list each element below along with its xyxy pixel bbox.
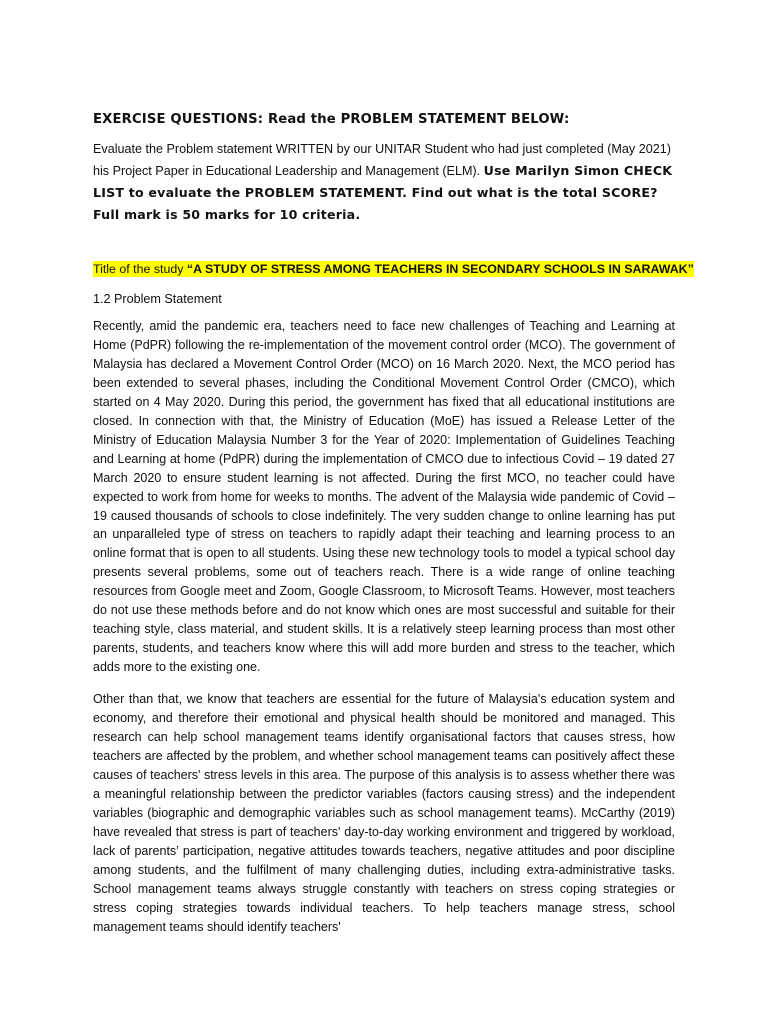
section-heading: 1.2 Problem Statement bbox=[93, 292, 222, 306]
body-paragraph-1: Recently, amid the pandemic era, teachers need to face new challenges of Teaching and Learning at Home (PdPR) following the re-implementation of the movement control order (MCO). The government of Malaysia has declared a Movement Control Order (MCO) on 16 March 2020. Next, the MCO period has been extended to several phases, including the Conditional Movement Control Order (CMCO), which started on 4 May 2020. During this period, the government has fixed that all educational institutions are closed. In connection with that, the Ministry of Education (MoE) has issued a Release Letter of the Ministry of Education Malaysia Number 3 for the Year of 2020: Implementation of Guidelines Teaching and Learning at home (PdPR) during the implementation of CMCO due to infectious Covid – 19 dated 27 March 2020 to ensure student learning is not affected. During the first MCO, no teacher could have expected to work from home for weeks to months. The advent of the Malaysia wide pandemic of Covid – 19 caused thousands of schools to close indefinitely. The very sudden change to online learning has put an unparalleled type of stress on teachers to rapidly adapt their teaching and learning process to an online format that is open to all students. Using these new technology tools to model a typical school day presents several problems, some out of teachers reach. There is a wide range of online teaching resources from Google meet and Zoom, Google Classroom, to Microsoft Teams. However, most teachers do not use these methods before and do not know which ones are most successful and suitable for their teaching style, class material, and student skills. It is a relatively steep learning process than most other parents, students, and teachers know where this will add more burden and stress to the teacher, which adds more to the existing one. bbox=[93, 319, 675, 675]
instructions-paragraph bbox=[93, 139, 675, 226]
document-page bbox=[93, 112, 694, 937]
study-title-label: Title of the study bbox=[93, 262, 187, 276]
exercise-heading: EXERCISE QUESTIONS: Read the PROBLEM STATEMENT BELOW: bbox=[93, 112, 570, 127]
study-title bbox=[93, 261, 694, 277]
instructions-bold-text: Use Marilyn Simon CHECK LIST to evaluate the PROBLEM STATEMENT. Find out what is the total SCORE? Full mark is 50 marks for 10 criteria. bbox=[93, 163, 673, 222]
study-title-text: “A STUDY OF STRESS AMONG TEACHERS IN SECONDARY SCHOOLS IN SARAWAK” bbox=[186, 262, 694, 276]
body-paragraph-2: Other than that, we know that teachers are essential for the future of Malaysia's education system and economy, and therefore their emotional and physical health should be monitored and managed. This research can help school management teams identify organisational factors that causes stress, how teachers are affected by the problem, and whether school management teams can positively affect these causes of teachers' stress levels in this area. The purpose of this analysis is to assess whether there was a meaningful relationship between the predictor variables (factors causing stress) and the independent variables (biographic and demographic variables such as school management teams). McCarthy (2019) have revealed that stress is part of teachers' day-to-day working environment and triggered by workload, lack of parents’ participation, negative attitudes towards teachers, negative attitudes and poor discipline among students, and the fulfilment of many challenging duties, including extra-administrative tasks. School management teams always struggle constantly with teachers on stress coping strategies or stress coping strategies towards individual teachers. To help teachers manage stress, school management teams should identify teachers' bbox=[93, 692, 675, 934]
instructions-text: Evaluate the Problem statement WRITTEN by our UNITAR Student who had just completed (May 2021) his Project Paper in Educational Leadership and Management (ELM). bbox=[93, 142, 671, 178]
